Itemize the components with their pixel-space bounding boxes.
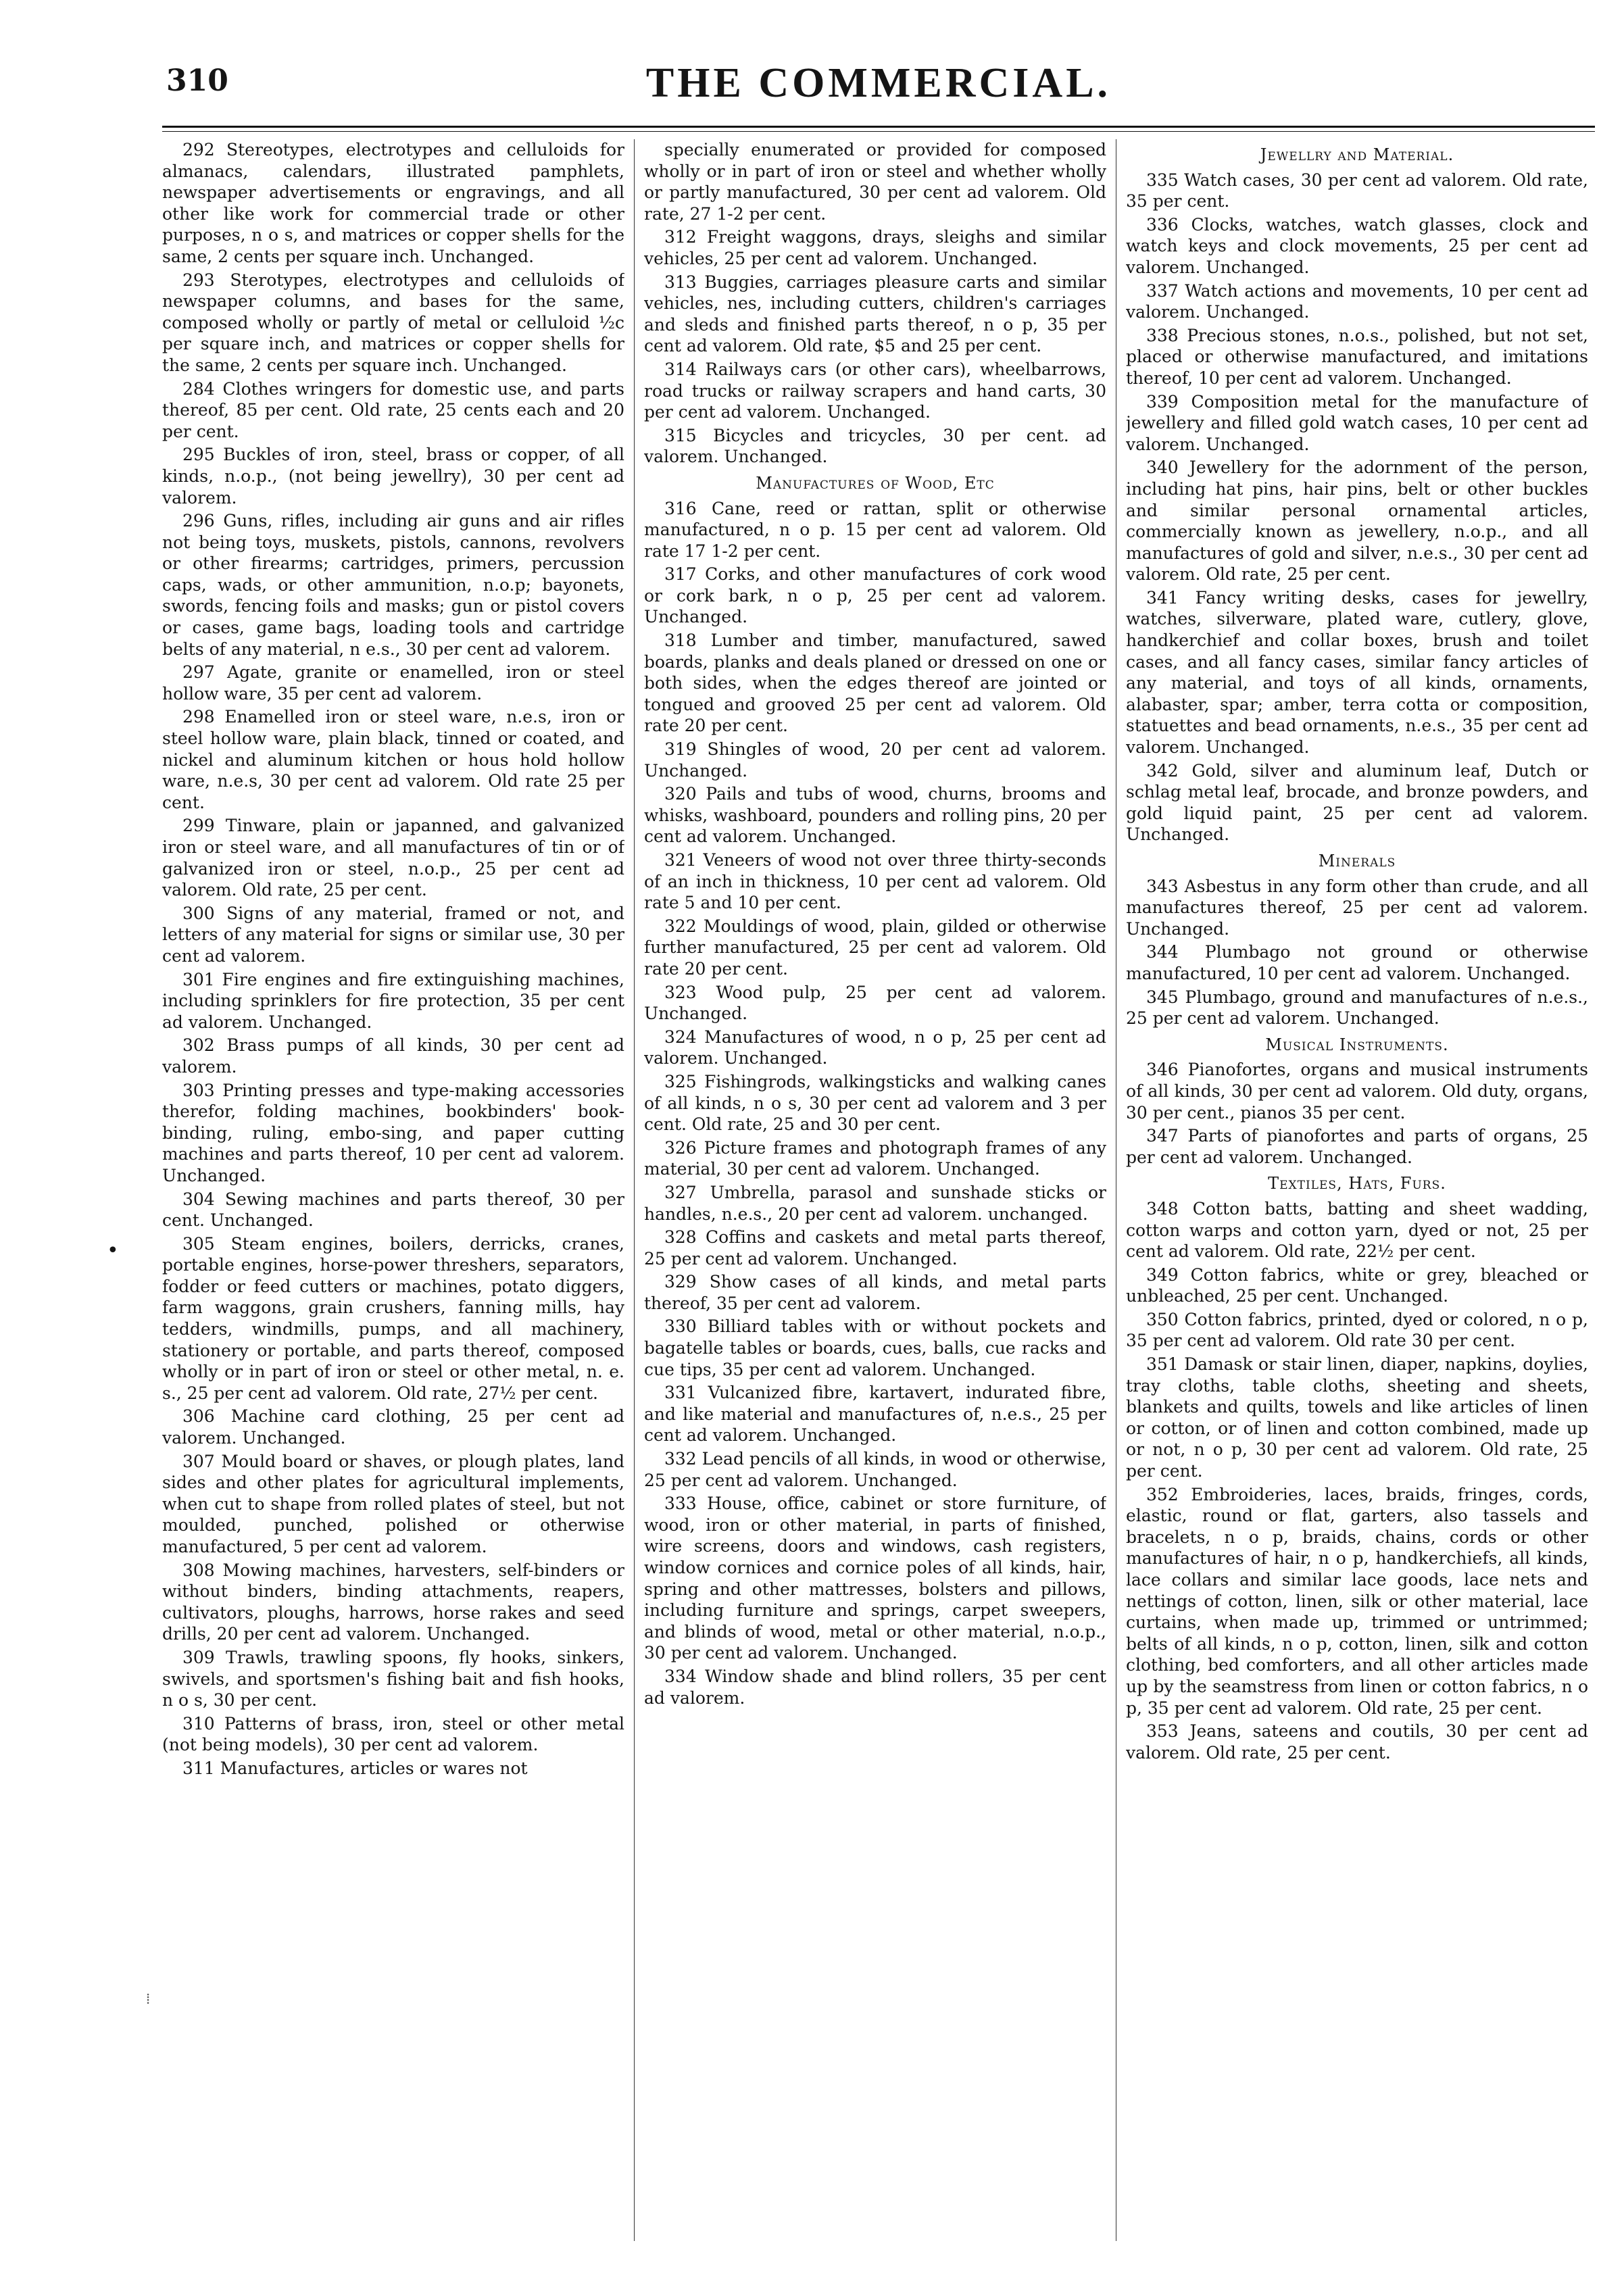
tariff-entry: 342 Gold, silver and aluminum leaf, Dutch or schlag metal leaf, brocade, and bronze powders, and gold liquid paint, 25 per cent ad valorem. Unchanged. (1126, 760, 1588, 845)
margin-mark: ⁞ (146, 1991, 151, 2008)
tariff-entry: 300 Signs of any material, framed or not, and letters of any material for signs or similar use, 30 per cent ad valorem. (162, 903, 624, 966)
tariff-entry: 325 Fishingrods, walkingsticks and walking canes of all kinds, n o s, 30 per cent ad valorem and 3 per cent. Old rate, 25 and 30 per cent. (644, 1071, 1106, 1135)
tariff-entry: 284 Clothes wringers for domestic use, and parts thereof, 85 per cent. Old rate, 25 cents each and 20 per cent. (162, 378, 624, 441)
tariff-entry: 301 Fire engines and fire extinguishing machines, including sprinklers for fire protection, 35 per cent ad valorem. Unchanged. (162, 969, 624, 1032)
tariff-entry: 350 Cotton fabrics, printed, dyed or colored, n o p, 35 per cent ad valorem. Old rate 30 per cent. (1126, 1309, 1588, 1351)
tariff-entry: 351 Damask or stair linen, diaper, napkins, doylies, tray cloths, table cloths, sheeting and sheets, blankets and quilts, towels and like articles of linen or cotton, or of linen and cotton combined, made up or not, n o p, 30 per cent ad valorem. Old rate, 25 per cent. (1126, 1354, 1588, 1481)
tariff-entry: 307 Mould board or shaves, or plough plates, land sides and other plates for agricultural implements, when cut to shape from rolled plates of steel, but not moulded, punched, polished or otherwise manufactured, 5 per cent ad valorem. (162, 1451, 624, 1556)
tariff-entry: 322 Mouldings of wood, plain, gilded or otherwise further manufactured, 25 per cent ad valorem. Old rate 20 per cent. (644, 916, 1106, 979)
article-columns (162, 139, 1595, 2248)
tariff-entry: 333 House, office, cabinet or store furniture, of wood, iron or other material, in parts of finished, wire screens, doors and windows, cash registers, window cornices and cornice poles of all kinds, hair, spring and other mattresses, bolsters and pillows, including furniture and springs, carpet sweepers, and blinds of wood, metal or other material, n.o.p., 30 per cent ad valorem. Unchanged. (644, 1494, 1106, 1663)
column-left (162, 139, 624, 2248)
tariff-entry: 353 Jeans, sateens and coutils, 30 per cent ad valorem. Old rate, 25 per cent. (1126, 1721, 1588, 1763)
tariff-entry: 344 Plumbago not ground or otherwise manufactured, 10 per cent ad valorem. Unchanged. (1126, 942, 1588, 983)
page-number: 310 (166, 64, 228, 98)
tariff-entry: 297 Agate, granite or enamelled, iron or steel hollow ware, 35 per cent ad valorem. (162, 662, 624, 704)
tariff-entry: 313 Buggies, carriages pleasure carts and similar vehicles, nes, including cutters, children's carriages and sleds and finished parts thereof, n o p, 35 per cent ad valorem. Old rate, $5 and 25 per cent. (644, 272, 1106, 356)
tariff-entry: 308 Mowing machines, harvesters, self-binders or without binders, binding attachments, reapers, cultivators, ploughs, harrows, horse rakes and seed drills, 20 per cent ad valorem. Unchanged. (162, 1560, 624, 1644)
tariff-entry: 336 Clocks, watches, watch glasses, clock and watch keys and clock movements, 25 per cent ad valorem. Unchanged. (1126, 214, 1588, 277)
tariff-entry: 304 Sewing machines and parts thereof, 30 per cent. Unchanged. (162, 1189, 624, 1231)
tariff-entry: 349 Cotton fabrics, white or grey, bleached or unbleached, 25 per cent. Unchanged. (1126, 1264, 1588, 1306)
column-divider (634, 139, 635, 2241)
tariff-entry: 295 Buckles of iron, steel, brass or copper, of all kinds, n.o.p., (not being jewellry), 30 per cent ad valorem. (162, 445, 624, 508)
tariff-entry: 329 Show cases of all kinds, and metal parts thereof, 35 per cent ad valorem. (644, 1272, 1106, 1313)
tariff-entry: 302 Brass pumps of all kinds, 30 per cent ad valorem. (162, 1035, 624, 1077)
tariff-entry: 326 Picture frames and photograph frames of any material, 30 per cent ad valorem. Unchanged. (644, 1137, 1106, 1179)
tariff-entry: 332 Lead pencils of all kinds, in wood or otherwise, 25 per cent ad valorem. Unchanged. (644, 1449, 1106, 1490)
tariff-entry: 328 Coffins and caskets and metal parts thereof, 25 per cent ad valorem. Unchanged. (644, 1227, 1106, 1269)
tariff-entry: 334 Window shade and blind rollers, 35 per cent ad valorem. (644, 1666, 1106, 1708)
tariff-entry: 327 Umbrella, parasol and sunshade sticks or handles, n.e.s., 20 per cent ad valorem. unchanged. (644, 1182, 1106, 1224)
tariff-entry: 343 Asbestus in any form other than crude, and all manufactures thereof, 25 per cent ad valorem. Unchanged. (1126, 876, 1588, 939)
tariff-entry: specially enumerated or provided for composed wholly or in part of iron or steel and whether wholly or partly manufactured, 30 per cent ad valorem. Old rate, 27 1-2 per cent. (644, 140, 1106, 224)
section-heading: Musical Instruments. (1265, 1035, 1449, 1054)
header-rule (162, 126, 1595, 128)
tariff-entry: 330 Billiard tables with or without pockets and bagatelle tables or boards, cues, balls, cue racks and cue tips, 35 per cent ad valorem. Unchanged. (644, 1316, 1106, 1379)
tariff-entry: 323 Wood pulp, 25 per cent ad valorem. Unchanged. (644, 982, 1106, 1024)
tariff-entry: 303 Printing presses and type-making accessories therefor, folding machines, bookbinders' book-binding, ruling, embo-sing, and paper cutting machines and parts thereof, 10 per cent ad valorem. Unchanged. (162, 1080, 624, 1185)
tariff-entry: 335 Watch cases, 30 per cent ad valorem. Old rate, 35 per cent. (1126, 170, 1588, 212)
masthead-title: THE COMMERCIAL. (645, 60, 1112, 106)
tariff-entry: 324 Manufactures of wood, n o p, 25 per cent ad valorem. Unchanged. (644, 1027, 1106, 1068)
section-heading: Textiles, Hats, Furs. (1268, 1174, 1446, 1193)
column-middle (644, 139, 1106, 2248)
tariff-entry: 340 Jewellery for the adornment of the person, including hat pins, hair pins, belt or other buckles and similar personal ornamental articles, commercially known as jewellery, n.o.p., and all manufactures of gold and silver, n.e.s., 30 per cent ad valorem. Old rate, 25 per cent. (1126, 458, 1588, 585)
tariff-entry: 316 Cane, reed or rattan, split or otherwise manufactured, n o p. 15 per cent ad valorem. Old rate 17 1-2 per cent. (644, 498, 1106, 561)
tariff-entry: 312 Freight waggons, drays, sleighs and similar vehicles, 25 per cent ad valorem. Unchanged. (644, 227, 1106, 268)
tariff-entry: 315 Bicycles and tricycles, 30 per cent. ad valorem. Unchanged. (644, 425, 1106, 467)
tariff-entry: 345 Plumbago, ground and manufactures of n.e.s., 25 per cent ad valorem. Unchanged. (1126, 987, 1588, 1029)
tariff-entry: 347 Parts of pianofortes and parts of organs, 25 per cent ad valorem. Unchanged. (1126, 1126, 1588, 1167)
tariff-entry: 320 Pails and tubs of wood, churns, brooms and whisks, washboard, pounders and rolling pins, 20 per cent ad valorem. Unchanged. (644, 784, 1106, 847)
tariff-entry: 321 Veneers of wood not over three thirty-seconds of an inch in thickness, 10 per cent ad valorem. Old rate 5 and 10 per cent. (644, 850, 1106, 913)
tariff-entry: 341 Fancy writing desks, cases for jewellry, watches, silverware, plated ware, cutlery, glove, handkerchief and collar boxes, brush and toilet cases, and all fancy cases, similar fancy articles of any material, and toys of all kinds, ornaments, alabaster, spar; amber, terra cotta or composition, statuettes and bead ornaments, n.e.s., 35 per cent ad valorem. Unchanged. (1126, 587, 1588, 758)
tariff-entry: 318 Lumber and timber, manufactured, sawed boards, planks and deals planed or dressed on one or both sides, when the edges thereof are jointed or tongued and grooved 25 per cent ad valorem. Old rate 20 per cent. (644, 631, 1106, 736)
tariff-entry: 299 Tinware, plain or japanned, and galvanized iron or steel ware, and all manufactures of tin or of galvanized iron or steel, n.o.p., 25 per cent ad valorem. Old rate, 25 per cent. (162, 816, 624, 900)
tariff-entry: 296 Guns, rifles, including air guns and air rifles not being toys, muskets, pistols, cannons, revolvers or other firearms; cartridges, primers, percussion caps, wads, or other ammunition, n.o.p; bayonets, swords, fencing foils and masks; gun or pistol covers or cases, game bags, loading tools and cartridge belts of any material, n e.s., 30 per cent ad valorem. (162, 511, 624, 659)
tariff-entry: 305 Steam engines, boilers, derricks, cranes, portable engines, horse-power threshers, separators, fodder or feed cutters or machines, potato diggers, farm waggons, grain crushers, fanning mills, hay tedders, windmills, pumps, and all machinery, stationery or portable, and parts thereof, composed wholly or in part of iron or steel or other metal, n. e. s., 25 per cent ad valorem. Old rate, 27½ per cent. (162, 1233, 624, 1403)
tariff-entry: 293 Sterotypes, electrotypes and celluloids of newspaper columns, and bases for the same, composed wholly or partly of metal or celluloid ½c per square inch, and matrices or copper shells for the same, 2 cents per square inch. Unchanged. (162, 270, 624, 375)
tariff-entry: 352 Embroideries, laces, braids, fringes, cords, elastic, round or flat, garters, also tassels and bracelets, n o p, braids, chains, cords or other manufactures of hair, n o p, handkerchiefs, all kinds, lace collars and similar lace goods, lace nets and nettings of cotton, linen, silk or other material, lace curtains, when made up, trimmed or untrimmed; belts of all kinds, n o p, cotton, linen, silk and cotton clothing, bed comforters, and all other articles made up by the seamstress from linen or cotton fabrics, n o p, 35 per cent ad valorem. Old rate, 25 per cent. (1126, 1484, 1588, 1718)
tariff-entry: 337 Watch actions and movements, 10 per cent ad valorem. Unchanged. (1126, 280, 1588, 322)
tariff-entry: 339 Composition metal for the manufacture of jewellery and filled gold watch cases, 10 per cent ad valorem. Unchanged. (1126, 391, 1588, 454)
tariff-entry: 319 Shingles of wood, 20 per cent ad valorem. Unchanged. (644, 739, 1106, 781)
tariff-entry: 298 Enamelled iron or steel ware, n.e.s, iron or steel hollow ware, plain black, tinned or coated, and nickel and aluminum kitchen or hous hold hollow ware, n.e.s, 30 per cent ad valorem. Old rate 25 per cent. (162, 707, 624, 812)
tariff-entry: 331 Vulcanized fibre, kartavert, indurated fibre, and like material and manufactures of, n.e.s., 25 per cent ad valorem. Unchanged. (644, 1383, 1106, 1446)
tariff-entry: 311 Manufactures, articles or wares not (182, 1758, 528, 1778)
header-rule-thin (162, 131, 1595, 132)
margin-bullet: • (107, 1239, 119, 1262)
section-heading: Manufactures of Wood, Etc (756, 473, 995, 493)
section-heading: Jewellry and Material. (1260, 145, 1454, 164)
tariff-entry: 310 Patterns of brass, iron, steel or other metal (not being models), 30 per cent ad valorem. (162, 1713, 624, 1755)
tariff-entry: 346 Pianofortes, organs and musical instruments of all kinds, 30 per cent ad valorem. Old duty, organs, 30 per cent., pianos 35 per cent. (1126, 1060, 1588, 1123)
tariff-entry: 309 Trawls, trawling spoons, fly hooks, sinkers, swivels, and sportsmen's fishing bait and fish hooks, n o s, 30 per cent. (162, 1647, 624, 1710)
tariff-entry: 338 Precious stones, n.o.s., polished, but not set, placed or otherwise manufactured, and imitations thereof, 10 per cent ad valorem. Unchanged. (1126, 325, 1588, 388)
section-heading: Minerals (1318, 852, 1396, 870)
tariff-entry: 348 Cotton batts, batting and sheet wadding, cotton warps and cotton yarn, dyed or not, 25 per cent ad valorem. Old rate, 22½ per cent. (1126, 1198, 1588, 1262)
page-header (162, 59, 1595, 114)
tariff-entry: 306 Machine card clothing, 25 per cent ad valorem. Unchanged. (162, 1406, 624, 1448)
tariff-entry: 314 Railways cars (or other cars), wheelbarrows, road trucks or railway scrapers and hand carts, 30 per cent ad valorem. Unchanged. (644, 359, 1106, 422)
column-right (1126, 139, 1588, 2248)
tariff-entry: 317 Corks, and other manufactures of cork wood or cork bark, n o p, 25 per cent ad valorem. Unchanged. (644, 564, 1106, 627)
tariff-entry: 292 Stereotypes, electrotypes and celluloids for almanacs, calendars, illustrated pamphlets, newspaper advertisements or engravings, and all other like work for commercial trade or other purposes, n o s, and matrices or copper shells for the same, 2 cents per square inch. Unchanged. (162, 140, 624, 266)
